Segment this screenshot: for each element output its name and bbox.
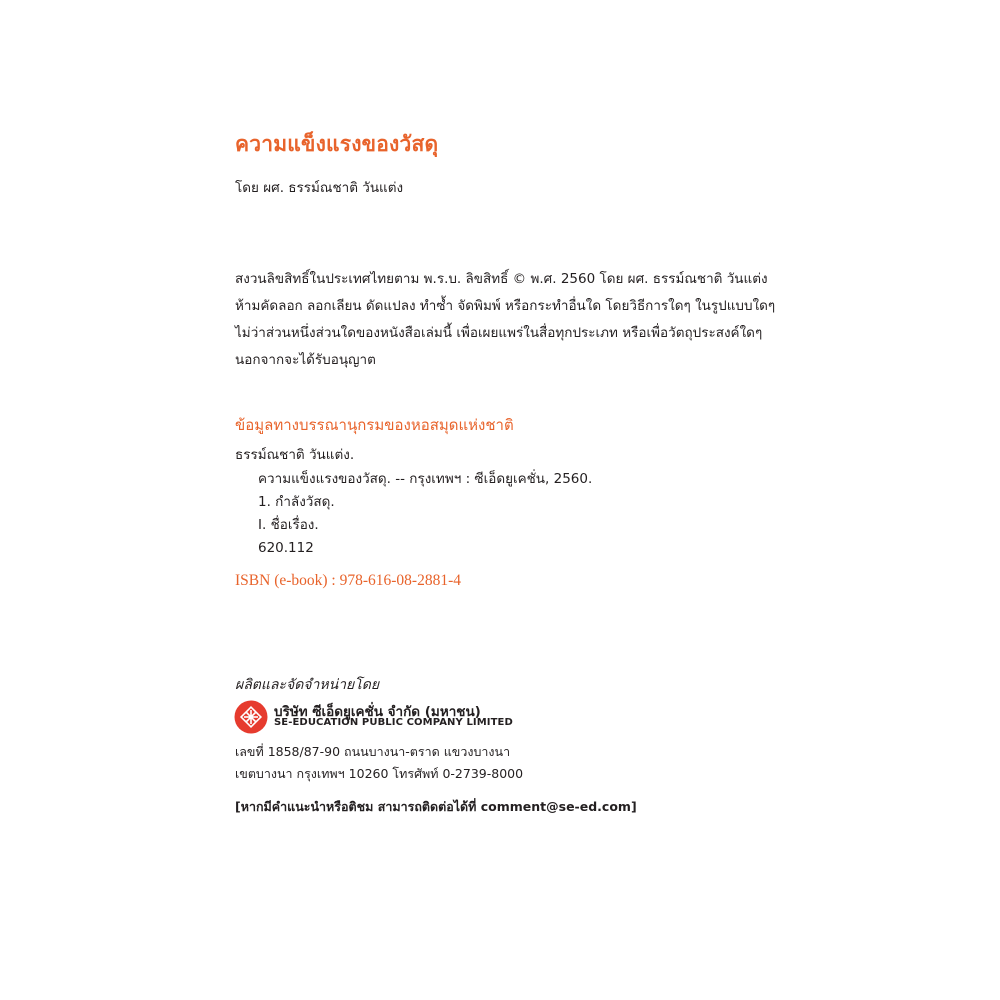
publisher-name-english: SE-EDUCATION PUBLIC COMPANY LIMITED bbox=[274, 717, 513, 728]
cip-title-entry: I. ชื่อเรื่อง. bbox=[258, 517, 319, 533]
isbn: ISBN (e-book) : 978-616-08-2881-4 bbox=[235, 572, 462, 589]
cip-heading: ข้อมูลทางบรรณานุกรมของหอสมุดแห่งชาติ bbox=[235, 416, 514, 434]
book-author: โดย ผศ. ธรรม์ณชาติ วันแต่ง bbox=[235, 180, 404, 196]
copyright-line: สงวนลิขสิทธิ์ในประเทศไทยตาม พ.ร.บ. ลิขสิทธิ์ © พ.ศ. 2560 โดย ผศ. ธรรม์ณชาติ วันแต่ง bbox=[235, 271, 768, 287]
copyright-line: นอกจากจะได้รับอนุญาต bbox=[235, 352, 376, 368]
copyright-notice bbox=[235, 266, 776, 374]
publisher-address-line2: เขตบางนา กรุงเทพฯ 10260 โทรศัพท์ 0-2739-8000 bbox=[235, 766, 524, 781]
publisher-heading: ผลิตและจัดจำหน่ายโดย bbox=[235, 677, 380, 693]
cip-details bbox=[258, 468, 592, 560]
cip-author: ธรรม์ณชาติ วันแต่ง. bbox=[235, 447, 355, 463]
se-ed-logo-icon bbox=[234, 700, 268, 734]
contact-note: [หากมีคำแนะนำหรือติชม สามารถติดต่อได้ที่ comment@se-ed.com] bbox=[235, 799, 637, 814]
book-title: ความแข็งแรงของวัสดุ bbox=[235, 132, 439, 156]
publisher-name-thai: บริษัท ซีเอ็ดยูเคชั่น จำกัด (มหาชน) bbox=[274, 704, 481, 720]
publisher-address-line1: เลขที่ 1858/87-90 ถนนบางนา-ตราด แขวงบางนา bbox=[235, 744, 511, 759]
copyright-line: ห้ามคัดลอก ลอกเลียน ดัดแปลง ทำซ้ำ จัดพิมพ์ หรือกระทำอื่นใด โดยวิธีการใดๆ ในรูปแบบใดๆ bbox=[235, 298, 776, 314]
cip-classification: 620.112 bbox=[258, 540, 314, 556]
copyright-line: ไม่ว่าส่วนหนึ่งส่วนใดของหนังสือเล่มนี้ เพื่อเผยแพร่ในสื่อทุกประเภท หรือเพื่อวัตถุประสงค์ใดๆ bbox=[235, 325, 763, 341]
cip-subject: 1. กำลังวัสดุ. bbox=[258, 494, 335, 510]
cip-entry: ความแข็งแรงของวัสดุ. -- กรุงเทพฯ : ซีเอ็ดยูเคชั่น, 2560. bbox=[258, 471, 593, 487]
